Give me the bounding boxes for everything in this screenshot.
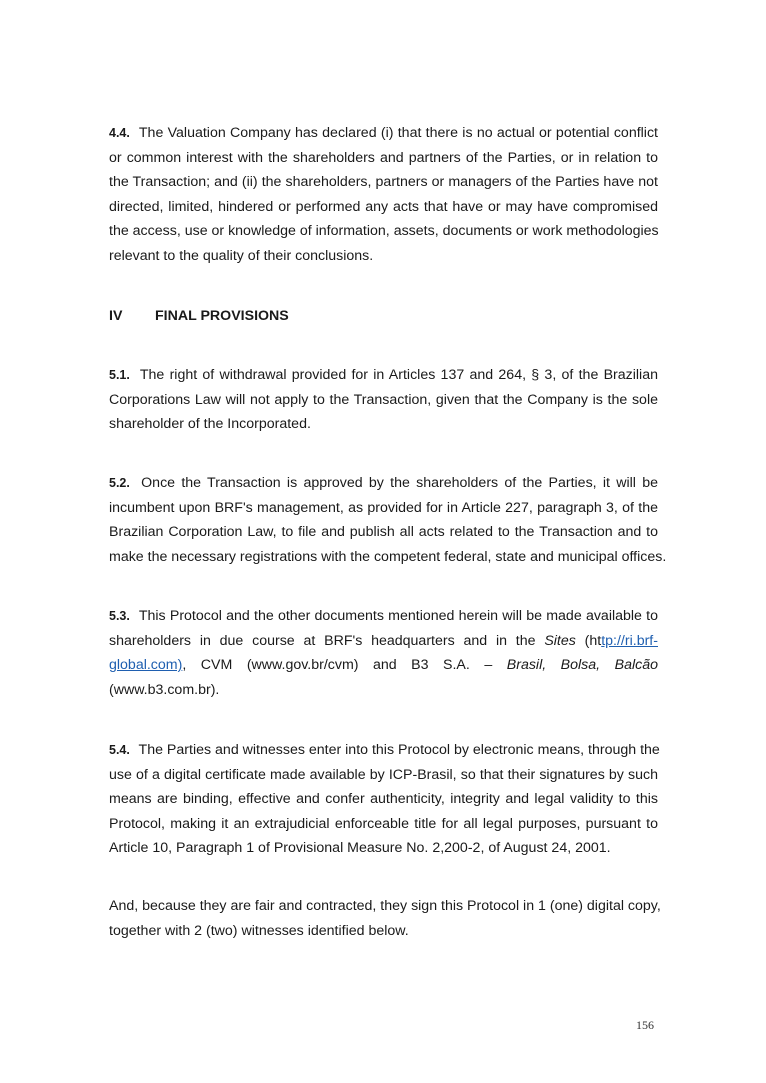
section-heading	[109, 304, 289, 328]
clause-5-1	[109, 363, 658, 437]
clause-line: Protocol, making it an extrajudicial enforceable title for all legal purposes, pursuant to	[109, 815, 658, 832]
clause-line: incumbent upon BRF's management, as provided for in Article 227, paragraph 3, of the	[109, 499, 658, 516]
clause-line: Article 10, Paragraph 1 of Provisional Measure No. 2,200-2, of August 24, 2001.	[109, 840, 611, 856]
clause-line	[109, 629, 658, 654]
clause-text: Once the Transaction is approved by the shareholders of the Parties, it will be	[141, 475, 658, 491]
clause-4-4	[109, 121, 658, 268]
brf-ri-link-part2[interactable]: global.com)	[109, 657, 183, 673]
clause-5-2	[109, 471, 667, 569]
clause-line: shareholder of the Incorporated.	[109, 416, 311, 432]
clause-number: 4.4.	[109, 126, 130, 140]
clause-line: Corporations Law will not apply to the Transaction, given that the Company is the sole	[109, 391, 658, 408]
closing-line: together with 2 (two) witnesses identified below.	[109, 922, 409, 939]
closing-line: And, because they are fair and contracted, they sign this Protocol in 1 (one) digital copy,	[109, 898, 661, 914]
clause-text: The Valuation Company has declared (i) that there is no actual or potential conflict	[138, 125, 658, 141]
section-roman-numeral: IV	[109, 308, 123, 324]
clause-line: means are binding, effective and confer authenticity, integrity and legal validity to this	[109, 791, 658, 807]
clause-text: , CVM (www.gov.br/cvm) and B3 S.A. –	[182, 657, 493, 673]
clause-line: the Transaction; and (ii) the shareholders, partners or managers of the Parties have not	[109, 174, 658, 190]
clause-5-4	[109, 738, 658, 861]
link-prefix: (ht	[584, 632, 602, 649]
clause-line: make the necessary registrations with the competent federal, state and municipal offices.	[109, 548, 667, 565]
clause-line: (www.b3.com.br).	[109, 681, 220, 698]
clause-line	[109, 471, 658, 496]
closing-statement	[109, 894, 661, 943]
clause-line: Brazilian Corporation Law, to file and publish all acts related to the Transaction and to	[109, 524, 658, 540]
clause-text: shareholders in due course at BRF's headquarters and in the	[109, 632, 536, 649]
b3-company-name: Brasil, Bolsa, Balcão	[506, 657, 658, 673]
clause-line	[109, 604, 658, 629]
clause-line: directed, limited, hindered or performed any acts that have or may have compromised	[109, 198, 658, 215]
clause-line: the access, use or knowledge of information, assets, documents or work methodologies	[109, 223, 659, 239]
clause-line: use of a digital certificate made available by ICP-Brasil, so that their signatures by such	[109, 766, 658, 783]
clause-number: 5.4.	[109, 743, 130, 757]
section-title: FINAL PROVISIONS	[155, 308, 289, 324]
clause-line	[109, 738, 658, 763]
clause-5-3	[109, 604, 658, 702]
clause-number: 5.3.	[109, 609, 130, 623]
page-number: 156	[636, 1018, 654, 1032]
clause-number: 5.1.	[109, 368, 130, 382]
clause-text: The right of withdrawal provided for in Articles 137 and 264, § 3, of the Brazilian	[139, 367, 658, 383]
brf-ri-link-part1[interactable]: tp://ri.brf-	[601, 632, 658, 649]
clause-text: This Protocol and the other documents mentioned herein will be made available to	[138, 608, 658, 624]
clause-line: or common interest with the shareholders and partners of the Parties, or in relation to	[109, 149, 658, 166]
clause-line: relevant to the quality of their conclusions.	[109, 247, 374, 264]
clause-text: The Parties and witnesses enter into this Protocol by electronic means, through the	[138, 742, 660, 758]
clause-line	[109, 653, 658, 678]
clause-line	[109, 363, 658, 388]
clause-line	[109, 121, 658, 146]
clause-number: 5.2.	[109, 476, 130, 490]
sites-word: Sites	[544, 632, 576, 649]
